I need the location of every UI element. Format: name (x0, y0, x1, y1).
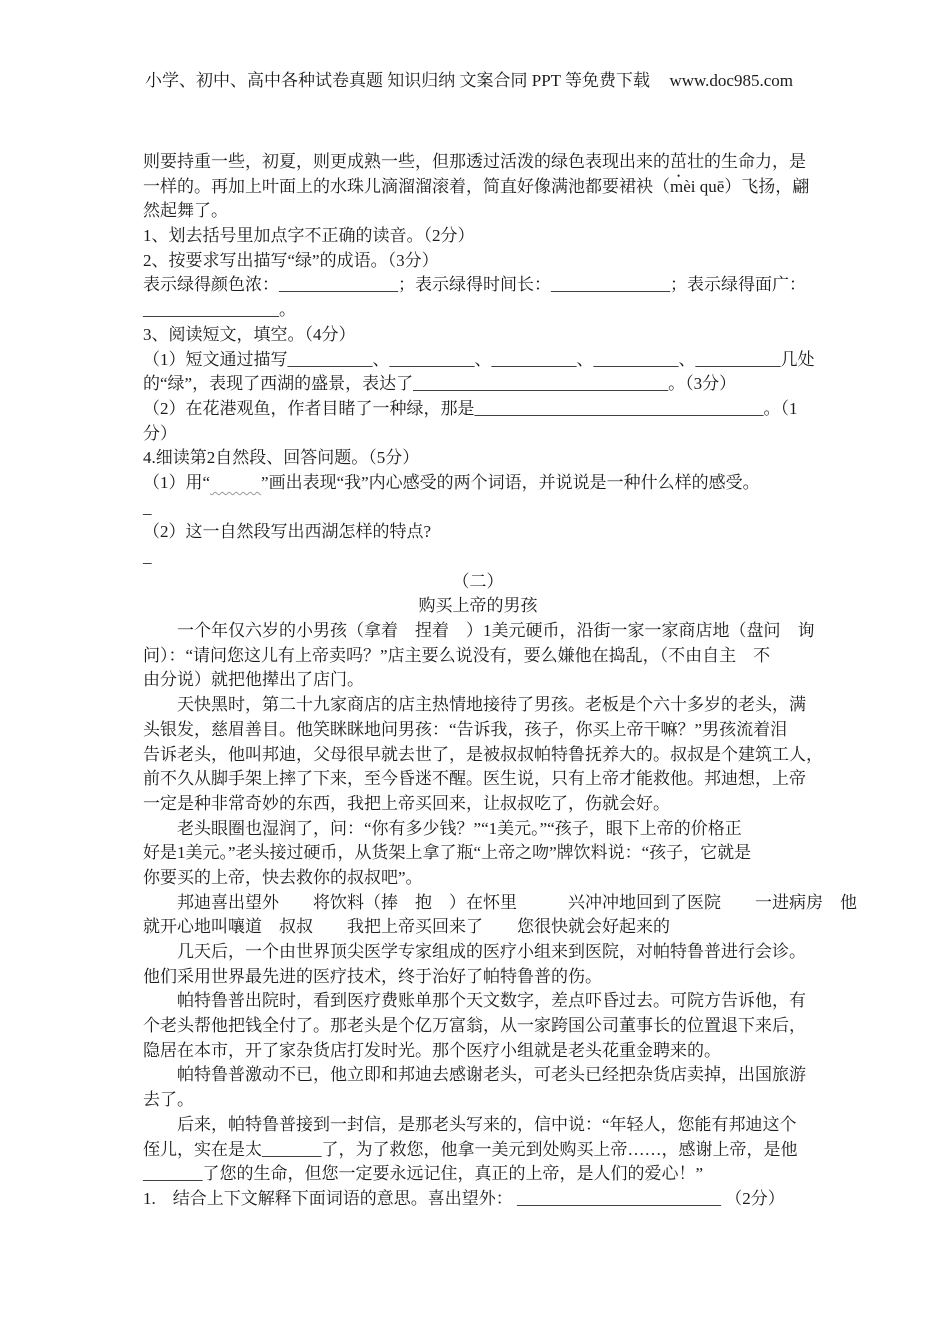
question-line (143, 471, 813, 496)
header-site-url: www.doc985.com (669, 71, 793, 90)
text-line: 你要买的上帝，快去救你的叔叔吧”。 (143, 867, 423, 887)
fill-blank-line: （1）短文通过描写__________、__________、__________、__________、__________几处 (143, 349, 815, 369)
section-label: （二） (452, 571, 504, 591)
emph-run: 茁 (670, 152, 687, 171)
question-line: 1、划去括号里加点字不正确的读音。（2分） (143, 226, 475, 246)
question-line: 3、阅读短文，填空。（4分） (143, 324, 356, 344)
text-line: 好是1美元。”老头接过硬币，从货架上拿了瓶“上帝之吻”牌饮料说：“孩子，它就是 (143, 843, 752, 863)
page-header (145, 66, 793, 91)
text-line: 帕特鲁普出院时，看到医疗费账单那个天文数字，差点吓昏过去。可院方告诉他，有 (143, 991, 806, 1011)
question-line: 1. 结合上下文解释下面词语的意思。喜出望外： ________________________ （2分） (143, 1188, 785, 1208)
fill-blank-line: （2）在花港观鱼，作者目睹了一种绿，那是__________________________________。（1 (143, 398, 798, 418)
text-line: 老头眼圈也湿润了，问：“你有多少钱？”“1美元。”“孩子，眼下上帝的价格正 (143, 818, 742, 838)
text-line: 天快黑时，第二十九家商店的店主热情地接待了男孩。老板是个六十多岁的老头，满 (143, 695, 806, 715)
blank-answer-line: _ (143, 497, 152, 517)
text-line: 问）：“请问您这儿有上帝卖吗？”店主要么说没有，要么嫌他在捣乱，（不由自主 不 (143, 645, 771, 665)
text-line: 几天后，一个由世界顶尖医学专家组成的医疗小组来到医院，对帕特鲁普进行会诊。 (143, 942, 806, 961)
text-line: 就开心地叫嚷道 叔叔 我把上帝买回来了 您很快就会好起来的 (143, 917, 670, 937)
blank-answer-line: _ (143, 547, 152, 566)
text-line: 帕特鲁普激动不已，他立即和邦迪去感谢老头，可老头已经把杂货店卖掉，出国旅游 (143, 1065, 806, 1085)
text-run: （1）用“ (143, 472, 211, 492)
text-line (143, 150, 813, 175)
document-body (143, 150, 857, 1212)
fill-blank-line: 的“绿”，表现了西湖的盛景，表达了______________________________。（3分） (143, 374, 737, 394)
text-run: 则要持重一些，初夏，则更成熟一些，但那透过活泼的绿色表现出来的 (143, 152, 670, 171)
text-line: 一样的。再加上叶面上的水珠儿滴溜溜滚着，简直好像满池都要裙袂（mèi quē）飞扬，翩 (143, 176, 810, 196)
text-line: 一个年仅六岁的小男孩（拿着 捏着 ）1美元硬币，沿街一家一家商店地（盘问 询 (143, 621, 815, 641)
text-line: 隐居在本市，开了家杂货店打发时光。那个医疗小组就是老头花重金聘来的。 (143, 1040, 721, 1060)
text-line: 前不久从脚手架上摔了下来，至今昏迷不醒。医生说，只有上帝才能救他。邦迪想，上帝 (143, 769, 806, 789)
text-line: 邦迪喜出望外 将饮料（捧 抱 ）在怀里 兴冲冲地回到了医院 一进病房 他 (143, 892, 857, 912)
wavy-run (210, 473, 261, 492)
text-line: 分） (143, 423, 177, 443)
text-line: 告诉老头，他叫邦迪，父母很早就去世了，是被叔叔帕特鲁抚养大的。叔叔是个建筑工人， (143, 744, 823, 764)
header-site-tagline: 小学、初中、高中各种试卷真题 知识归纳 文案合同 PPT 等免费下载 (145, 71, 650, 90)
text-line: 由分说）就把他撵出了店门。 (143, 670, 364, 690)
question-line: 2、按要求写出描写“绿”的成语。（3分） (143, 250, 439, 270)
text-run: 壮的生命力，是 (687, 152, 806, 171)
fill-blank-line: 侄儿，实在是太_______了，为了救您，他拿一美元到处购买上帝……，感谢上帝，是他 (143, 1139, 798, 1159)
text-line: 去了。 (143, 1090, 194, 1110)
question-line: 4.细读第2自然段、回答问题。（5分） (143, 448, 420, 468)
text-line: 一定是种非常奇妙的东西，我把上帝买回来，让叔叔吃了，伤就会好。 (143, 793, 670, 813)
passage-title: 购买上帝的男孩 (418, 596, 538, 616)
text-line: 然起舞了。 (143, 201, 228, 221)
question-line: （2）这一自然段写出西湖怎样的特点? (143, 522, 432, 542)
fill-blank-line: _______了您的生命，但您一定要永远记住，真正的上帝，是人们的爱心！” (143, 1164, 704, 1184)
text-line: 他们采用世界最先进的医疗技术，终于治好了帕特鲁普的伤。 (143, 966, 602, 986)
fill-blank-line: ________________。 (143, 300, 296, 320)
text-run: ”画出表现“我”内心感受的两个词语，并说说是一种什么样的感受。 (261, 472, 760, 492)
fill-blank-line: 表示绿得颜色浓：______________；表示绿得时间长：______________；表示绿得面广： (143, 275, 806, 295)
text-line: 头银发，慈眉善目。他笑眯眯地问男孩：“告诉我，孩子，你买上帝干嘛？”男孩流着泪 (143, 719, 788, 739)
text-line: 个老头帮他把钱全付了。那老头是个亿万富翁，从一家跨国公司董事长的位置退下来后， (143, 1016, 806, 1036)
text-line: 后来，帕特鲁普接到一封信，是那老头写来的，信中说：“年轻人，您能有邦迪这个 (143, 1114, 797, 1134)
